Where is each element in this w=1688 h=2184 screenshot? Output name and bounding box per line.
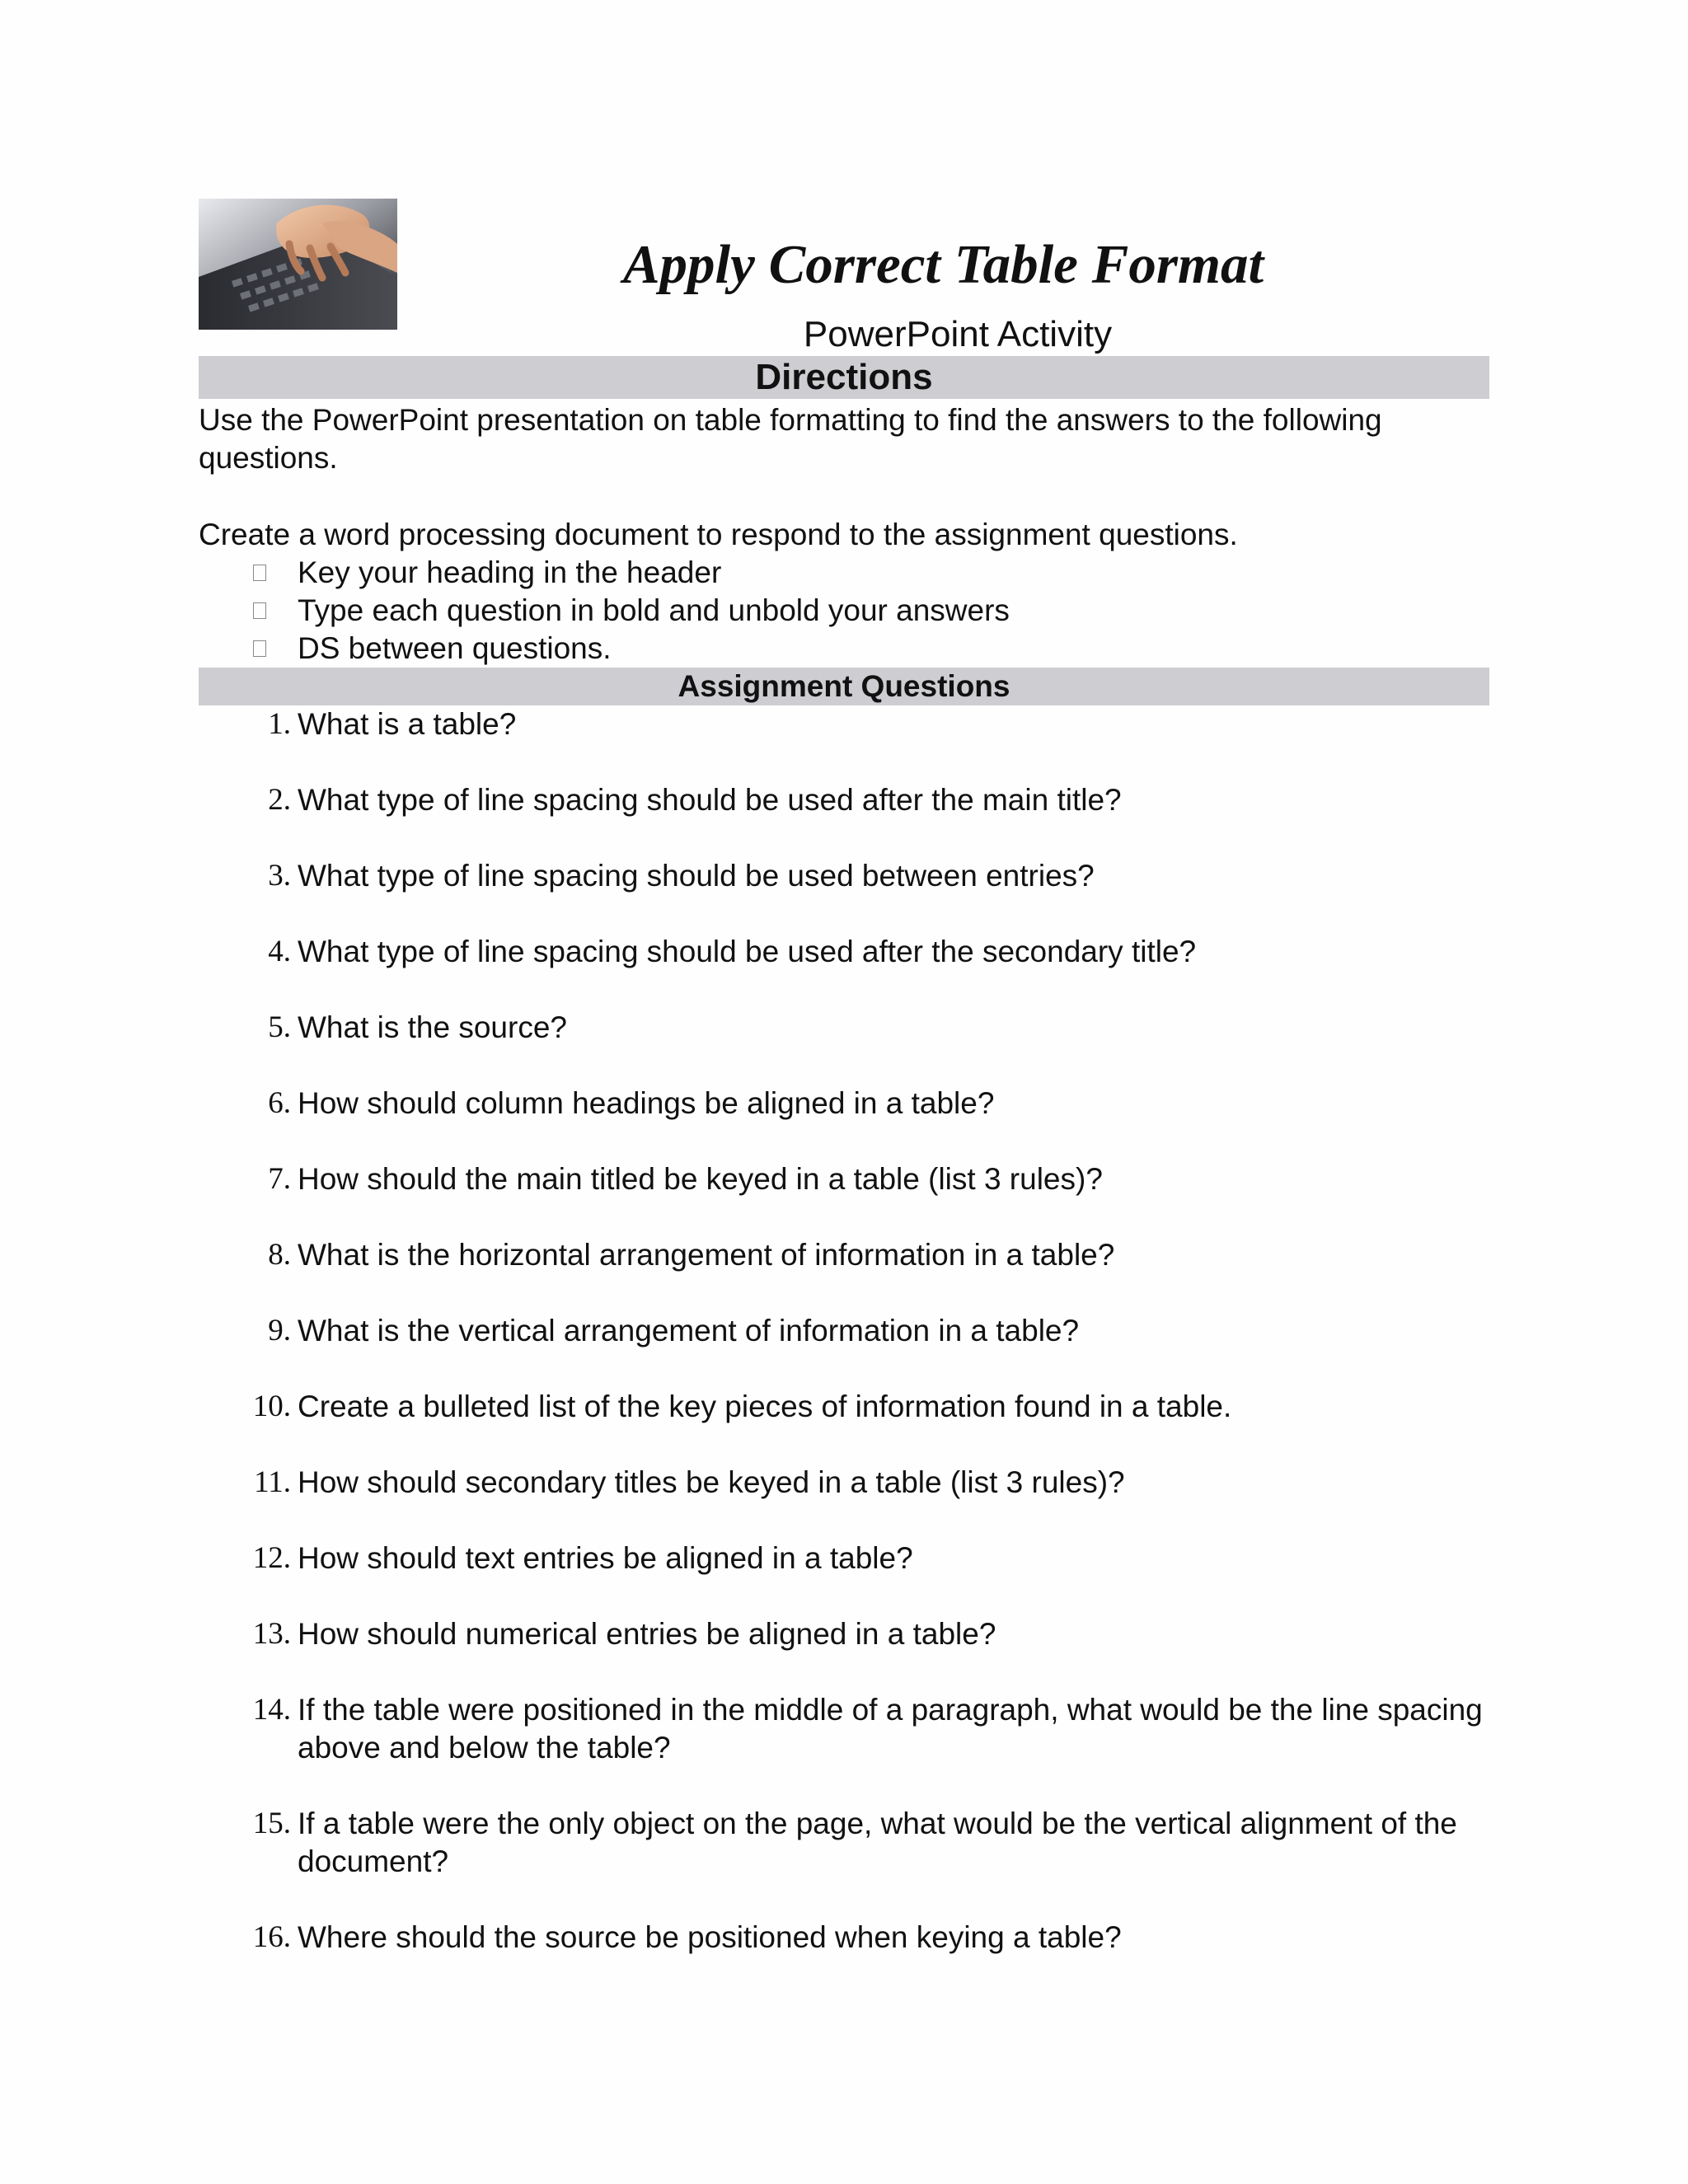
question-number: 8.	[268, 1238, 291, 1272]
question-text: What is the vertical arrangement of information in a table?	[298, 1314, 1080, 1347]
question-item	[199, 1691, 1517, 1767]
question-item	[199, 857, 1517, 895]
question-number: 16.	[252, 1920, 291, 1954]
question-text: What is the source?	[298, 1010, 567, 1044]
question-text: What type of line spacing should be used after the secondary title?	[298, 935, 1197, 968]
question-text: How should numerical entries be aligned in a table?	[298, 1617, 996, 1651]
question-number: 3.	[268, 859, 291, 893]
question-text: What type of line spacing should be used after the main title?	[298, 783, 1122, 817]
question-item	[199, 781, 1517, 819]
question-number: 1.	[268, 707, 291, 741]
question-item	[199, 1805, 1517, 1881]
question-item	[199, 1540, 1517, 1577]
question-item	[199, 1085, 1517, 1122]
question-item	[199, 1615, 1517, 1653]
bullet-item: DS between questions.	[199, 630, 1489, 668]
question-text: How should secondary titles be keyed in a table (list 3 rules)?	[298, 1465, 1125, 1499]
question-text: How should text entries be aligned in a table?	[298, 1541, 913, 1575]
question-number: 10.	[252, 1390, 291, 1423]
question-number: 6.	[268, 1086, 291, 1120]
question-text: If a table were the only object on the page, what would be the vertical alignment of the document?	[298, 1807, 1457, 1878]
question-text: How should the main titled be keyed in a table (list 3 rules)?	[298, 1162, 1103, 1196]
question-number: 13.	[252, 1617, 291, 1651]
question-item	[199, 1009, 1517, 1047]
question-item	[199, 705, 1517, 743]
directions-create: Create a word processing document to respond to the assignment questions.	[199, 518, 1238, 551]
question-number: 2.	[268, 783, 291, 817]
question-number: 5.	[268, 1010, 291, 1044]
question-text: How should column headings be aligned in a table?	[298, 1086, 995, 1120]
checkbox-glyph-icon	[253, 602, 266, 619]
question-number: 9.	[268, 1314, 291, 1347]
question-text: If the table were positioned in the middle of a paragraph, what would be the line spacing above and below the table?	[298, 1693, 1483, 1765]
question-text: What is a table?	[298, 707, 517, 741]
keyboard-hands-image	[199, 199, 397, 330]
question-item	[199, 933, 1517, 971]
question-text: Create a bulleted list of the key pieces of information found in a table.	[298, 1390, 1232, 1423]
directions-bullet-list	[199, 554, 1489, 668]
question-text: What is the horizontal arrangement of information in a table?	[298, 1238, 1115, 1272]
checkbox-glyph-icon	[253, 640, 266, 657]
directions-heading: Directions	[199, 356, 1489, 399]
question-text: What type of line spacing should be used between entries?	[298, 859, 1095, 893]
checkbox-glyph-icon	[253, 565, 266, 581]
question-item	[199, 1160, 1517, 1198]
directions-intro: Use the PowerPoint presentation on table formatting to find the answers to the following questions.	[199, 403, 1382, 475]
question-number: 14.	[252, 1693, 291, 1727]
bullet-item: Type each question in bold and unbold your answers	[199, 592, 1489, 630]
question-item	[199, 1312, 1517, 1350]
bullet-item: Key your heading in the header	[199, 554, 1489, 592]
page-title: Apply Correct Table Format	[622, 234, 1264, 295]
question-number: 12.	[252, 1541, 291, 1575]
question-number: 15.	[252, 1807, 291, 1840]
question-number: 7.	[268, 1162, 291, 1196]
question-item	[199, 1388, 1517, 1426]
question-item	[199, 1236, 1517, 1274]
assignment-heading: Assignment Questions	[199, 668, 1489, 705]
question-number: 4.	[268, 935, 291, 968]
question-list	[199, 705, 1517, 1994]
question-item	[199, 1919, 1517, 1957]
question-text: Where should the source be positioned when keying a table?	[298, 1920, 1122, 1954]
question-item	[199, 1464, 1517, 1502]
question-number: 11.	[254, 1465, 291, 1499]
page-subtitle: PowerPoint Activity	[803, 314, 1113, 354]
